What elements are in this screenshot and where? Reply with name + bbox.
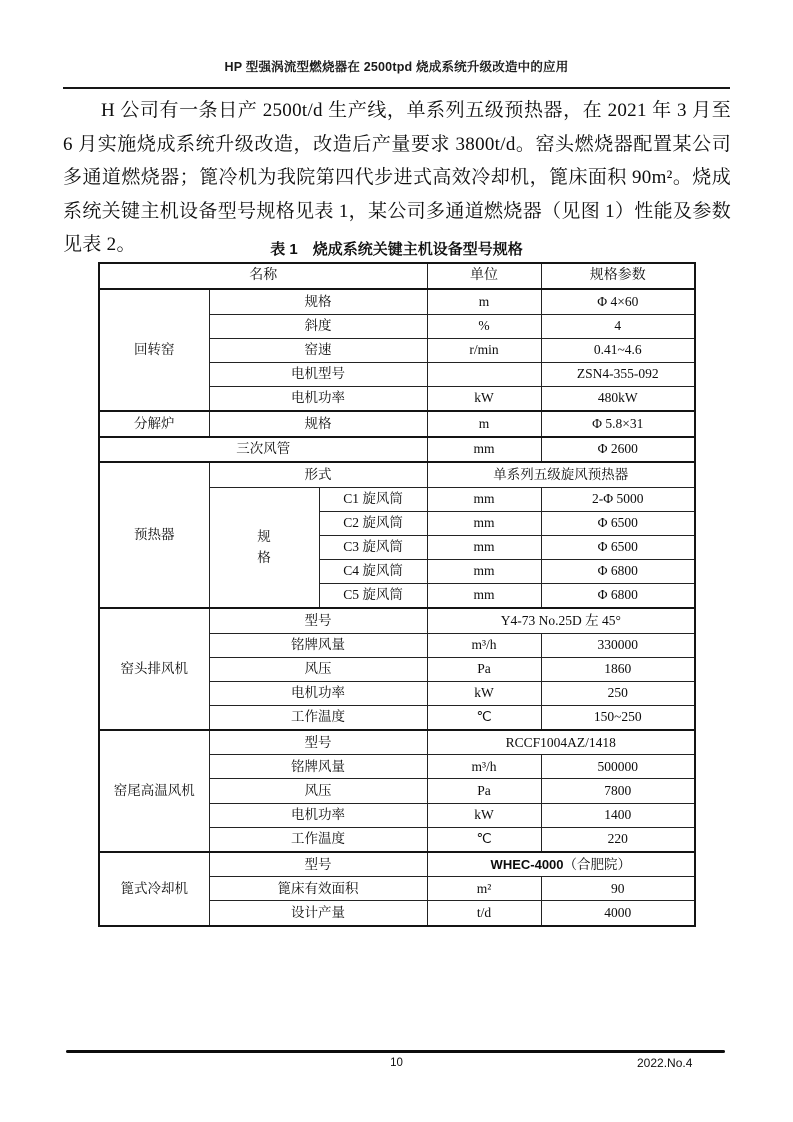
label-cell: 风压 — [209, 657, 427, 681]
unit-cell: m³/h — [427, 755, 541, 779]
value-cell: Φ 6500 — [541, 511, 695, 535]
value-cell: Φ 4×60 — [541, 289, 695, 314]
unit-cell: m³/h — [427, 633, 541, 657]
unit-cell: m — [427, 289, 541, 314]
unit-cell — [427, 362, 541, 386]
label-cell: C2 旋风筒 — [319, 511, 427, 535]
page-number: 10 — [390, 1057, 403, 1069]
running-header-title: HP 型强涡流型燃烧器在 2500tpd 烧成系统升级改造中的应用 — [224, 60, 569, 74]
table-row — [99, 462, 695, 487]
value-cell: 1860 — [541, 657, 695, 681]
group-cell: 分解炉 — [99, 411, 209, 437]
label-cell: 型号 — [209, 852, 427, 877]
value-cell: 330000 — [541, 633, 695, 657]
label-cell: 规格 — [209, 411, 427, 437]
unit-cell: kW — [427, 681, 541, 705]
group-cell: 三次风管 — [99, 437, 427, 463]
model-number: WHEC-4000 — [490, 856, 564, 872]
label-cell: 铭牌风量 — [209, 755, 427, 779]
value-cell: Φ 6800 — [541, 583, 695, 608]
value-cell: 90 — [541, 877, 695, 901]
unit-cell: mm — [427, 535, 541, 559]
unit-cell: mm — [427, 487, 541, 511]
table-row — [99, 730, 695, 755]
body-paragraph: H 公司有一条日产 2500t/d 生产线，单系列五级预热器，在 2021 年 3 月至 6 月实施烧成系统升级改造，改造后产量要求 3800t/d。窑头燃烧器配置某公司多通道燃烧器；篦冷机为我院第四代步进式高效冷却机，篦床面积 90m²。烧成系统关键主机设备型号规格见表 1，某公司多通道燃烧器（见图 1）性能及参数见表 2。 — [63, 100, 731, 255]
unit-cell: mm — [427, 511, 541, 535]
value-cell: 7800 — [541, 779, 695, 803]
label-cell: 规格 — [209, 289, 427, 314]
unit-cell: m² — [427, 877, 541, 901]
value-cell: 2-Φ 5000 — [541, 487, 695, 511]
group-cell: 窑头排风机 — [99, 608, 209, 730]
label-cell: 窑速 — [209, 338, 427, 362]
label-cell: 电机型号 — [209, 362, 427, 386]
label-cell: 篦床有效面积 — [209, 877, 427, 901]
value-cell: Φ 6800 — [541, 559, 695, 583]
unit-cell: % — [427, 314, 541, 338]
unit-cell: Pa — [427, 779, 541, 803]
table-row — [99, 411, 695, 437]
label-cell: 工作温度 — [209, 705, 427, 730]
label-cell: 工作温度 — [209, 827, 427, 852]
label-cell: 电机功率 — [209, 386, 427, 411]
label-cell: C4 旋风筒 — [319, 559, 427, 583]
table-header-row — [99, 263, 695, 289]
model-suffix: （合肥院） — [563, 856, 632, 872]
spec-table — [98, 262, 696, 927]
col-header-spec: 规格参数 — [541, 263, 695, 289]
value-cell: Y4-73 No.25D 左 45° — [427, 608, 695, 633]
unit-cell: r/min — [427, 338, 541, 362]
value-cell: 250 — [541, 681, 695, 705]
label-cell: 形式 — [209, 462, 427, 487]
value-cell — [427, 852, 695, 877]
group-cell: 篦式冷却机 — [99, 852, 209, 926]
label-cell: 风压 — [209, 779, 427, 803]
unit-cell: m — [427, 411, 541, 437]
value-cell: 150~250 — [541, 705, 695, 730]
value-cell: 4000 — [541, 901, 695, 926]
table-row — [99, 289, 695, 314]
value-cell: ZSN4-355-092 — [541, 362, 695, 386]
value-cell: 220 — [541, 827, 695, 852]
group-cell: 回转窑 — [99, 289, 209, 411]
col-header-name: 名称 — [99, 263, 427, 289]
group-cell: 预热器 — [99, 462, 209, 608]
label-cell: C1 旋风筒 — [319, 487, 427, 511]
journal-issue: 2022.No.4 — [637, 1056, 693, 1070]
value-cell: 500000 — [541, 755, 695, 779]
table-row — [99, 437, 695, 463]
label-cell: 型号 — [209, 730, 427, 755]
value-cell: 1400 — [541, 803, 695, 827]
label-cell: 铭牌风量 — [209, 633, 427, 657]
unit-cell: Pa — [427, 657, 541, 681]
value-cell: Φ 6500 — [541, 535, 695, 559]
unit-cell: mm — [427, 437, 541, 463]
unit-cell: ℃ — [427, 705, 541, 730]
table-caption: 表 1 烧成系统关键主机设备型号规格 — [270, 241, 523, 258]
label-cell: 电机功率 — [209, 681, 427, 705]
unit-cell: t/d — [427, 901, 541, 926]
unit-cell: kW — [427, 386, 541, 411]
stacked-spec-label: 规格 — [257, 528, 271, 566]
value-cell: 480kW — [541, 386, 695, 411]
table-row — [99, 852, 695, 877]
unit-cell: mm — [427, 583, 541, 608]
value-cell: Φ 2600 — [541, 437, 695, 463]
label-cell: 型号 — [209, 608, 427, 633]
table-row — [99, 608, 695, 633]
header-divider — [63, 87, 730, 89]
unit-cell: ℃ — [427, 827, 541, 852]
col-header-unit: 单位 — [427, 263, 541, 289]
value-cell: RCCF1004AZ/1418 — [427, 730, 695, 755]
value-cell: Φ 5.8×31 — [541, 411, 695, 437]
sub-group-cell — [209, 487, 319, 608]
footer-divider — [66, 1050, 725, 1053]
value-cell: 单系列五级旋风预热器 — [427, 462, 695, 487]
label-cell: 设计产量 — [209, 901, 427, 926]
value-cell: 4 — [541, 314, 695, 338]
label-cell: 电机功率 — [209, 803, 427, 827]
unit-cell: mm — [427, 559, 541, 583]
label-cell: C5 旋风筒 — [319, 583, 427, 608]
unit-cell: kW — [427, 803, 541, 827]
label-cell: C3 旋风筒 — [319, 535, 427, 559]
value-cell: 0.41~4.6 — [541, 338, 695, 362]
label-cell: 斜度 — [209, 314, 427, 338]
group-cell: 窑尾高温风机 — [99, 730, 209, 852]
